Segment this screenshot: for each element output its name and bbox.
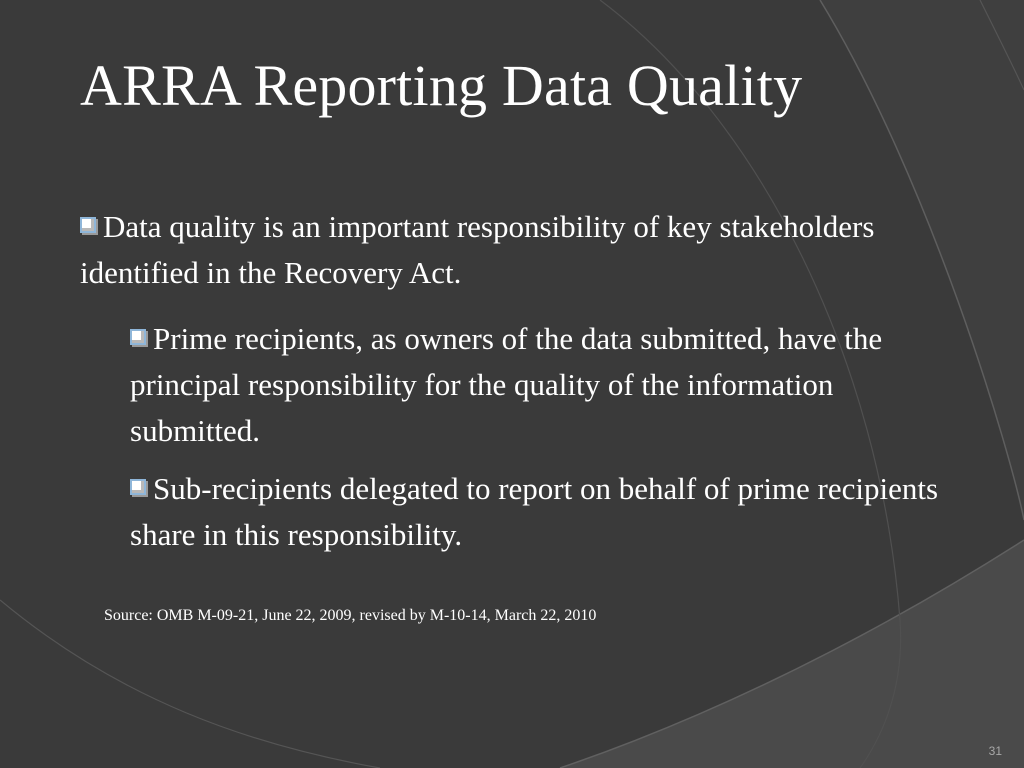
bullet-item-2 [130, 316, 960, 454]
checkbox-bullet-icon [130, 479, 146, 495]
bullet-item-1 [80, 204, 900, 296]
checkbox-bullet-icon [130, 329, 146, 345]
bullet-item-3 [130, 466, 960, 558]
slide-number: 31 [988, 744, 1002, 758]
bullet-list [80, 204, 980, 558]
bullet-text-1: Data quality is an important responsibility of key stakeholders identified in the Recovery Act. [80, 209, 875, 290]
checkbox-bullet-icon [80, 217, 96, 233]
bullet-text-2: Prime recipients, as owners of the data submitted, have the principal responsibility for the quality of the information submitted. [130, 321, 883, 448]
slide-title: ARRA Reporting Data Quality [80, 53, 803, 118]
source-citation: Source: OMB M-09-21, June 22, 2009, revised by M-10-14, March 22, 2010 [104, 607, 597, 624]
bullet-text-3: Sub-recipients delegated to report on behalf of prime recipients share in this responsibility. [130, 471, 939, 552]
